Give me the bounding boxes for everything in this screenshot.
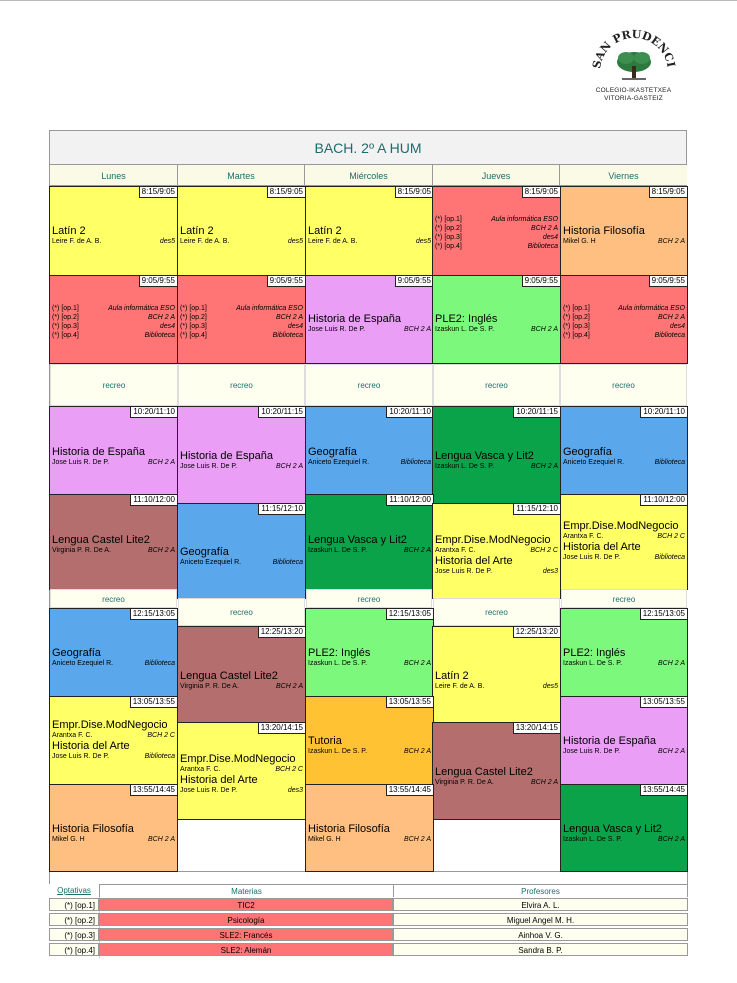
class-cell[interactable] [432,275,561,364]
room-name: BCH 2 A [658,314,685,321]
room-name: Biblioteca [654,332,685,339]
time-label: 8:15/9:05 [649,187,687,198]
class-cell[interactable] [432,626,561,723]
teacher-name: Jose Luis R. De P. [180,463,238,470]
time-label: 11:10/12:00 [640,495,687,506]
room-name: Biblioteca [527,243,558,250]
teacher-name: Virginia P. R. De A. [435,779,494,786]
time-label: 11:10/12:00 [130,495,177,506]
room-name: BCH 2 C [657,533,685,540]
room-name: BCH 2 C [147,732,175,739]
class-cell[interactable] [177,186,306,276]
time-label: 13:20/14:15 [258,723,305,734]
room-name: des4 [669,323,685,330]
recreo-label: recreo [50,364,178,406]
room-name: BCH 2 A [148,459,175,466]
time-label: 10:20/11:15 [513,407,560,418]
legend-table [49,872,688,958]
subject-name: Geografía [52,647,101,659]
room-name: des5 [287,238,303,245]
teacher-name: Izaskun L. De S. P. [435,463,495,470]
teacher-name: Izaskun L. De S. P. [308,748,368,755]
legend-profesor: Sandra B. P. [393,943,688,956]
legend-op-label: (*) [op.2] [49,913,99,926]
room-name: BCH 2 A [276,463,303,470]
class-cell[interactable] [560,696,688,785]
optativa-label: (*) [op.3] [563,323,590,330]
time-label: 13:05/13:55 [640,697,687,708]
optativa-label: (*) [op.2] [52,314,79,321]
class-cell[interactable] [49,696,178,785]
room-name: des5 [542,683,558,690]
time-label: 12:15/13:05 [640,609,687,620]
legend-materia: SLE2: Francés [99,928,393,941]
teacher-name: Virginia P. R. De A. [52,547,111,554]
teacher-name: Aniceto Ezequiel R. [308,459,370,466]
recreo-label: recreo [433,598,560,626]
room-name: BCH 2 A [276,683,303,690]
optativa-label: (*) [op.4] [180,332,207,339]
time-label: 9:05/9:55 [649,276,687,287]
optativa-label: (*) [op.3] [435,234,462,241]
legend-materia: TIC2 [99,898,393,911]
time-label: 11:15/12:10 [258,504,305,515]
optativas-cell[interactable] [432,186,561,276]
class-cell[interactable] [49,186,178,276]
subject-name: Historia Filosofía [308,823,390,835]
optativa-label: (*) [op.2] [563,314,590,321]
legend-op-label: (*) [op.1] [49,898,99,911]
time-label: 8:15/9:05 [395,187,433,198]
class-cell[interactable] [560,784,688,872]
teacher-name: Aniceto Ezequiel R. [52,660,114,667]
subject-name: Lengua Castel Lite2 [180,670,278,682]
subject-name: Historia del Arte [563,541,641,553]
recreo-label: recreo [306,589,432,608]
subject-name: PLE2: Inglés [563,647,626,659]
subject-name: Latín 2 [180,225,214,237]
subject-name: Tutoria [308,735,342,747]
class-cell[interactable] [305,784,434,872]
top-border-line [0,0,737,1]
class-cell[interactable] [177,626,306,723]
teacher-name: Jose Luis R. De P. [563,748,621,755]
teacher-name: Izaskun L. De S. P. [308,660,368,667]
class-cell[interactable] [49,784,178,872]
class-cell[interactable] [560,608,688,697]
room-name: BCH 2 A [148,314,175,321]
teacher-name: Aniceto Ezequiel R. [563,459,625,466]
time-label: 13:55/14:45 [130,785,177,796]
time-label: 8:15/9:05 [267,187,305,198]
room-name: Biblioteca [654,459,685,466]
optativa-label: (*) [op.4] [435,243,462,250]
room-name: BCH 2 A [658,836,685,843]
optativas-cell[interactable] [177,275,306,364]
teacher-name: Mikel G. H [308,836,341,843]
profesores-header: Profesores [393,884,688,897]
time-label: 10:20/11:10 [640,407,687,418]
room-name: BCH 2 A [404,748,431,755]
room-name: BCH 2 A [404,660,431,667]
optativas-cell[interactable] [560,275,688,364]
subject-name: Lengua Castel Lite2 [52,534,150,546]
subject-name: Historia de España [308,313,401,325]
legend-materia: Psicología [99,913,393,926]
room-name: Biblioteca [654,554,685,561]
time-label: 8:15/9:05 [139,187,177,198]
room-name: BCH 2 C [530,547,558,554]
legend-materia: SLE2: Alemán [99,943,393,956]
subject-name: Lengua Vasca y Lit2 [435,450,534,462]
room-name: BCH 2 A [531,225,558,232]
legend-op-label: (*) [op.3] [49,928,99,941]
subject-name: Empr.Dise.ModNegocio [563,520,679,532]
time-label: 9:05/9:55 [522,276,560,287]
legend-profesor: Ainhoa V. G. [393,928,688,941]
teacher-name: Mikel G. H [52,836,85,843]
teacher-name: Jose Luis R. De P. [52,459,110,466]
room-name: Biblioteca [144,332,175,339]
room-name: Aula informática ESO [236,305,303,312]
class-cell[interactable] [305,186,434,276]
time-label: 9:05/9:55 [395,276,433,287]
optativa-label: (*) [op.2] [435,225,462,232]
subject-name: Latín 2 [52,225,86,237]
page-title: BACH. 2º A HUM [50,131,686,165]
subject-name: Historia de España [563,735,656,747]
time-label: 8:15/9:05 [522,187,560,198]
subject-name: Lengua Vasca y Lit2 [563,823,662,835]
time-label: 12:25/13:20 [258,627,305,638]
optativa-label: (*) [op.1] [180,305,207,312]
logo-name: SAN PRUDENCI [590,27,678,70]
time-label: 11:10/12:00 [386,495,433,506]
optativa-label: (*) [op.1] [435,216,462,223]
time-label: 13:55/14:45 [386,785,433,796]
teacher-name: Jose Luis R. De P. [563,554,621,561]
day-header-tuesday: Martes [178,165,305,186]
teacher-name: Aniceto Ezequiel R. [180,559,242,566]
recreo-label: recreo [178,598,305,626]
optativas-header-link[interactable]: Optativas [57,886,91,895]
subject-name: Historia Filosofía [52,823,134,835]
class-cell[interactable] [49,494,178,590]
teacher-name: Jose Luis R. De P. [435,568,493,575]
subject-name: PLE2: Inglés [308,647,371,659]
class-cell[interactable] [305,696,434,785]
tree-logo-icon [586,22,681,82]
subject-name: Latín 2 [435,670,469,682]
day-header-friday: Viernes [560,165,687,186]
subject-name: Empr.Dise.ModNegocio [52,719,168,731]
room-name: BCH 2 A [404,326,431,333]
room-name: BCH 2 A [531,779,558,786]
subject-name: Geografía [563,446,612,458]
time-label: 12:15/13:05 [386,609,433,620]
time-label: 10:20/11:15 [258,407,305,418]
room-name: des3 [542,568,558,575]
class-cell[interactable] [177,406,306,504]
teacher-name: Jose Luis R. De P. [180,787,238,794]
time-label: 10:20/11:10 [130,407,177,418]
time-label: 12:25/13:20 [513,627,560,638]
time-label: 13:55/14:45 [640,785,687,796]
room-name: Biblioteca [272,559,303,566]
time-label: 13:05/13:55 [386,697,433,708]
room-name: Biblioteca [272,332,303,339]
room-name: BCH 2 A [276,314,303,321]
room-name: Biblioteca [144,660,175,667]
subject-name: Empr.Dise.ModNegocio [180,753,296,765]
recreo-label: recreo [433,364,560,406]
subject-name: PLE2: Inglés [435,313,498,325]
class-cell[interactable] [177,722,306,820]
teacher-name: Izaskun L. De S. P. [308,547,368,554]
class-cell[interactable] [432,406,561,504]
optativa-label: (*) [op.3] [180,323,207,330]
subject-name: Historia del Arte [52,740,130,752]
teacher-name: Mikel G. H [563,238,596,245]
class-cell[interactable] [177,503,306,599]
day-header-thursday: Jueves [433,165,560,186]
class-cell[interactable] [560,406,688,495]
class-cell[interactable] [49,608,178,697]
subject-name: Historia del Arte [435,555,513,567]
teacher-name: Jose Luis R. De P. [52,753,110,760]
class-cell[interactable] [432,503,561,599]
subject-name: Geografía [180,546,229,558]
subject-name: Historia del Arte [180,774,258,786]
room-name: BCH 2 A [404,836,431,843]
logo-subtitle-1: COLEGIO-IKASTETXEA [595,87,672,94]
logo-subtitle-2: VITORIA-GASTEIZ [604,95,663,102]
teacher-name: Arantxa F. C. [52,732,93,739]
recreo-label: recreo [50,589,177,608]
subject-name: Historia de España [180,450,273,462]
time-label: 10:20/11:10 [386,407,433,418]
room-name: BCH 2 A [658,660,685,667]
room-name: BCH 2 A [531,463,558,470]
teacher-name: Leire F. de A. B. [52,238,102,245]
teacher-name: Leire F. de A. B. [435,683,485,690]
room-name: Biblioteca [400,459,431,466]
legend-profesor: Miguel Angel M. H. [393,913,688,926]
optativa-label: (*) [op.1] [563,305,590,312]
room-name: BCH 2 C [275,766,303,773]
subject-name: Historia Filosofía [563,225,645,237]
class-cell[interactable] [49,406,178,495]
teacher-name: Arantxa F. C. [563,533,604,540]
room-name: des4 [542,234,558,241]
subject-name: Historia de España [52,446,145,458]
day-header-monday: Lunes [50,165,178,186]
subject-name: Geografía [308,446,357,458]
room-name: Aula informática ESO [491,216,558,223]
day-header-wednesday: Miércoles [305,165,433,186]
subject-name: Lengua Vasca y Lit2 [308,534,407,546]
subject-name: Latín 2 [308,225,342,237]
optativa-label: (*) [op.1] [52,305,79,312]
teacher-name: Leire F. de A. B. [308,238,358,245]
teacher-name: Arantxa F. C. [180,766,221,773]
teacher-name: Izaskun L. De S. P. [435,326,495,333]
room-name: BCH 2 A [658,238,685,245]
teacher-name: Leire F. de A. B. [180,238,230,245]
room-name: des4 [159,323,175,330]
room-name: BCH 2 A [148,547,175,554]
room-name: des5 [159,238,175,245]
teacher-name: Izaskun L. De S. P. [563,660,623,667]
optativa-label: (*) [op.2] [180,314,207,321]
optativa-label: (*) [op.4] [563,332,590,339]
time-label: 9:05/9:55 [267,276,305,287]
optativas-cell[interactable] [49,275,178,364]
teacher-name: Virginia P. R. De A. [180,683,239,690]
recreo-label: recreo [561,589,687,608]
subject-name: Empr.Dise.ModNegocio [435,534,551,546]
room-name: BCH 2 A [148,836,175,843]
room-name: BCH 2 A [658,748,685,755]
time-label: 11:15/12:10 [513,504,560,515]
time-label: 9:05/9:55 [139,276,177,287]
legend-op-label: (*) [op.4] [49,943,99,956]
recreo-label: recreo [178,364,305,406]
room-name: Aula informática ESO [108,305,175,312]
class-cell[interactable] [560,186,688,276]
room-name: des3 [287,787,303,794]
subject-name: Lengua Castel Lite2 [435,766,533,778]
class-cell[interactable] [305,406,434,495]
class-cell[interactable] [305,275,434,364]
time-label: 13:05/13:55 [130,697,177,708]
teacher-name: Izaskun L. De S. P. [563,836,623,843]
school-logo [586,22,681,104]
legend-profesor: Elvira A. L. [393,898,688,911]
teacher-name: Arantxa F. C. [435,547,476,554]
room-name: BCH 2 A [404,547,431,554]
room-name: des4 [287,323,303,330]
recreo-label: recreo [560,364,687,406]
class-cell[interactable] [432,722,561,820]
room-name: Biblioteca [144,753,175,760]
optativa-label: (*) [op.4] [52,332,79,339]
class-cell[interactable] [305,608,434,697]
time-label: 13:20/14:15 [513,723,560,734]
room-name: BCH 2 A [531,326,558,333]
recreo-label: recreo [305,364,433,406]
class-cell[interactable] [560,494,688,590]
teacher-name: Jose Luis R. De P. [308,326,366,333]
room-name: Aula informática ESO [618,305,685,312]
optativa-label: (*) [op.3] [52,323,79,330]
materias-header: Materias [99,884,393,897]
room-name: des5 [415,238,431,245]
class-cell[interactable] [305,494,434,590]
time-label: 12:15/13:05 [130,609,177,620]
